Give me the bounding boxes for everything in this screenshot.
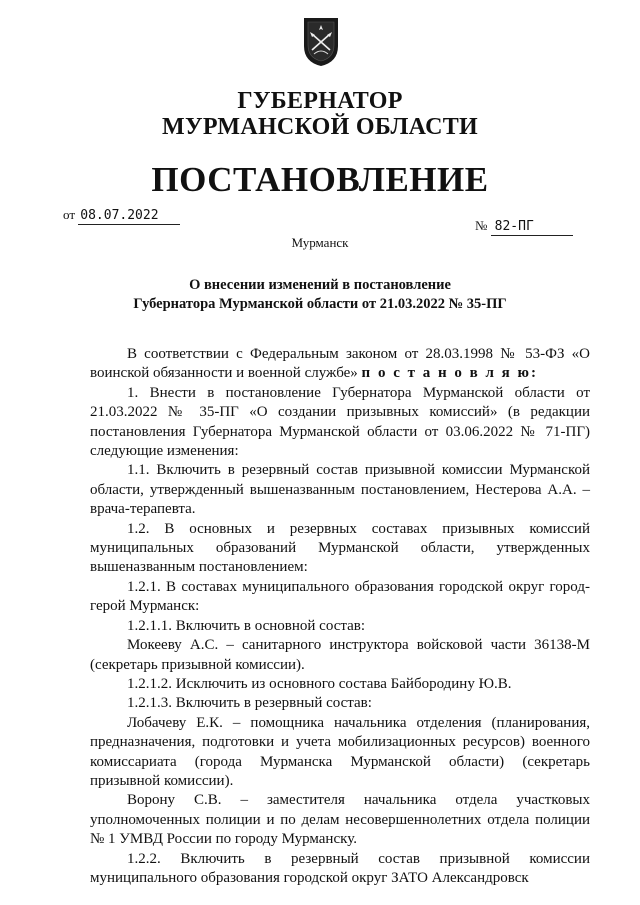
intro-paragraph xyxy=(90,345,590,384)
paragraph-1: 1. Внести в постановление Губернатора Мурманской области от 21.03.2022 № 35-ПГ «О создании призывных комиссий» (в редакции постановления Губернатора Мурманской области от 03.06.2022 № 71-ПГ) следующие изменения: xyxy=(90,384,590,460)
decree-word: п о с т а н о в л я ю: xyxy=(361,365,538,382)
governor-title-line1: ГУБЕРНАТОР xyxy=(237,88,403,114)
paragraph-1-2: 1.2. В основных и резервных составах призывных комиссий муниципальных образований Мурманской области, утвержденных вышеназванным постановлением: xyxy=(90,520,590,576)
document-subject xyxy=(0,276,640,314)
city-name: Мурманск xyxy=(291,235,349,250)
document-number xyxy=(475,218,573,236)
subject-line1: О внесении изменений в постановление xyxy=(189,277,451,293)
paragraph-mokeeva: Мокееву А.С. – санитарного инструктора войсковой части 36138-М (секретарь призывной комиссии). xyxy=(90,637,590,673)
date-prefix: от xyxy=(63,207,76,222)
paragraph-1-2-1-2: 1.2.1.2. Исключить из основного состава Байбородину Ю.В. xyxy=(127,675,512,692)
document-type-heading: ПОСТАНОВЛЕНИЕ xyxy=(151,160,489,199)
number-value: 82-ПГ xyxy=(491,219,573,236)
paragraph-1-2-2: 1.2.2. Включить в резервный состав призывной комиссии муниципального образования городской округ ЗАТО Александровск xyxy=(90,850,590,886)
paragraph-voronu: Ворону С.В. – заместителя начальника отдела участковых уполномоченных полиции и по делам несовершеннолетних отдела полиции № 1 УМВД России по городу Мурманску. xyxy=(90,792,590,848)
paragraph-1-2-1-1: 1.2.1.1. Включить в основной состав: xyxy=(127,617,365,634)
number-prefix: № xyxy=(475,218,488,233)
document-date xyxy=(63,207,180,225)
subject-line2: Губернатора Мурманской области от 21.03.2022 № 35-ПГ xyxy=(133,296,507,312)
paragraph-lobacheva: Лобачеву Е.К. – помощника начальника отделения (планирования, предназначения, подготовки и учета мобилизационных ресурсов) военного комиссариата (города Мурманска Мурманской области) (секретарь призывной комиссии). xyxy=(90,714,590,789)
governor-title-line2: МУРМАНСКОЙ ОБЛАСТИ xyxy=(162,114,478,140)
paragraph-1-2-1: 1.2.1. В составах муниципального образования городской округ город-герой Мурманск: xyxy=(90,578,590,615)
paragraph-1-1: 1.1. Включить в резервный состав призывной комиссии Мурманской области, утвержденный вышеназванным постановлением, Нестерова А.А. – врача-терапевта. xyxy=(90,462,590,518)
document-body xyxy=(90,345,590,888)
intro-text: В соответствии с Федеральным законом от 28.03.1998 № 53-ФЗ «О воинской обязанности и военной службе» xyxy=(90,346,590,382)
paragraph-1-2-1-3: 1.2.1.3. Включить в резервный состав: xyxy=(127,695,372,712)
date-value: 08.07.2022 xyxy=(78,208,180,225)
coat-of-arms-icon xyxy=(302,16,340,68)
